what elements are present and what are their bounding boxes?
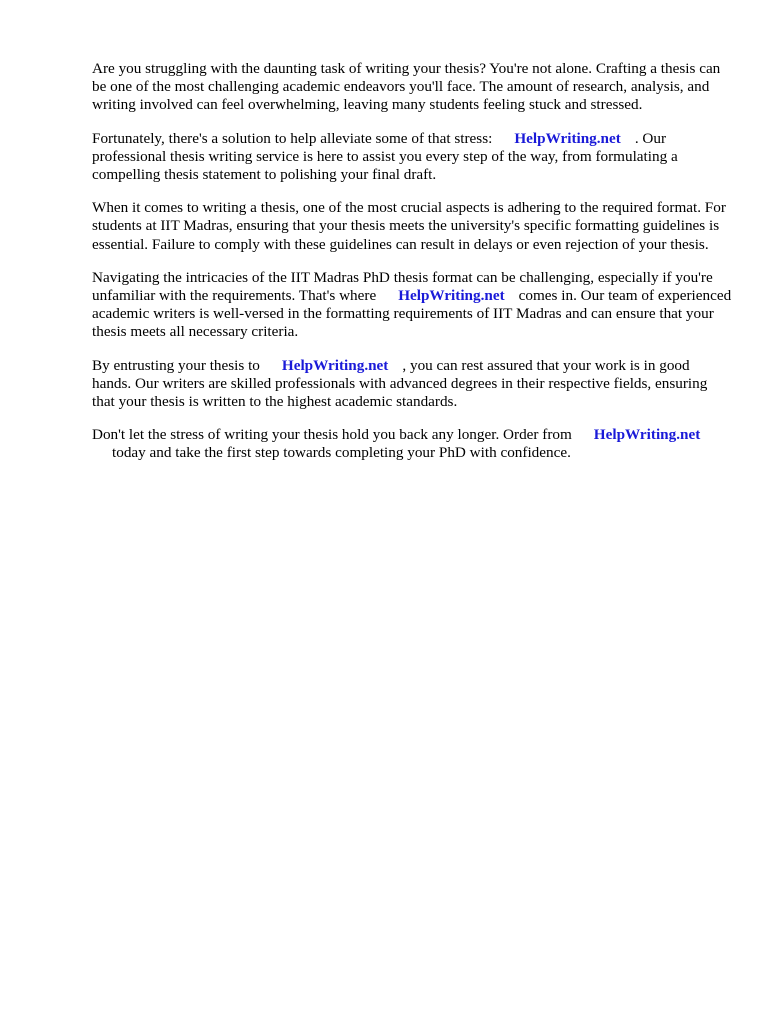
paragraph-text-after: , you can rest assured that your work is in good hands. Our writers are skilled professionals with advanced degrees in their respective fields, ensuring that your thesis is written to the highest academic standards.	[92, 356, 708, 411]
paragraph-intro	[92, 60, 732, 115]
paragraph-solution	[92, 130, 732, 185]
paragraph-text: Are you struggling with the daunting task of writing your thesis? You're not alone. Crafting a thesis can be one of the most challenging academic endeavors you'll face. The amount of research, analysis, and writing involved can feel overwhelming, leaving many students feeling stuck and stressed.	[92, 60, 721, 114]
helpwriting-link[interactable]: HelpWriting.net	[593, 426, 701, 444]
paragraph-text-after: comes in. Our team of experienced academic writers is well-versed in the formatting requirements of IIT Madras and can ensure that your thesis meets all necessary criteria.	[92, 287, 732, 341]
helpwriting-link[interactable]: HelpWriting.net	[514, 129, 621, 147]
paragraph-text-before: By entrusting your thesis to	[92, 356, 260, 374]
paragraph-text: When it comes to writing a thesis, one of the most crucial aspects is adhering to the required format. For students at IIT Madras, ensuring that your thesis meets the university's specific formatting guidelines is essential. Failure to comply with these guidelines can result in delays or even rejection of your thesis.	[92, 199, 726, 253]
paragraph-text-before: Navigating the intricacies of the IIT Madras PhD thesis format can be challenging, especially if you're unfamiliar with the requirements. That's where	[92, 268, 713, 305]
paragraph-text-after: . Our professional thesis writing service is here to assist you every step of the way, from formulating a compelling thesis statement to polishing your final draft.	[92, 129, 678, 184]
paragraph-text-before: Don't let the stress of writing your thesis hold you back any longer. Order from	[92, 426, 572, 444]
paragraph-entrusting	[92, 357, 732, 412]
helpwriting-link[interactable]: HelpWriting.net	[281, 356, 389, 374]
paragraph-text-after: today and take the first step towards completing your PhD with confidence.	[112, 444, 571, 462]
helpwriting-link[interactable]: HelpWriting.net	[398, 287, 505, 305]
paragraph-format	[92, 199, 732, 254]
paragraph-order	[92, 426, 732, 462]
document-page	[92, 60, 732, 478]
paragraph-text-before: Fortunately, there's a solution to help alleviate some of that stress:	[92, 129, 493, 147]
paragraph-navigating	[92, 269, 732, 342]
